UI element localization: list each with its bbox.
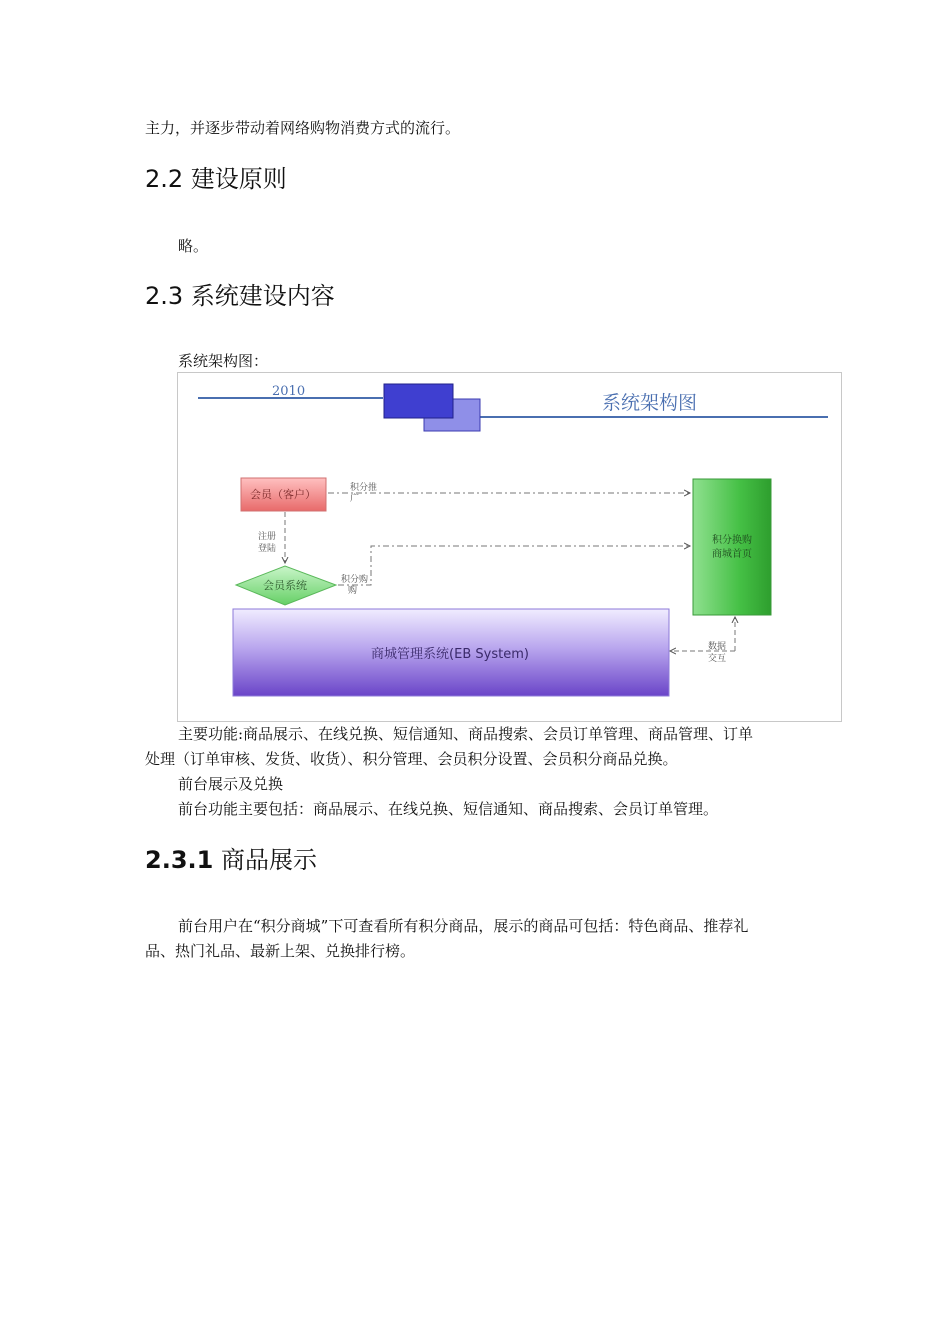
main-functions-line-2: 处理（订单审核、发货、收货）、积分管理、会员积分设置、会员积分商品兑换。: [145, 750, 678, 768]
mall-homepage-box: [693, 479, 771, 615]
points-buy-label-2: 购: [348, 586, 358, 596]
section-2-2-heading: [145, 164, 287, 194]
section-2-3-1-heading: [145, 845, 317, 875]
section-2-3-1-body-line-1: 前台用户在“积分商城”下可查看所有积分商品，展示的商品可包括：特色商品、推荐礼: [178, 917, 749, 935]
section-2-3-heading: [145, 281, 335, 311]
section-2-3-title: 系统建设内容: [190, 282, 335, 310]
diagram-caption: 系统架构图：: [178, 352, 269, 370]
points-promo-label-2: 广: [350, 494, 360, 504]
main-functions-line-1: 主要功能:商品展示、在线兑换、短信通知、商品搜索、会员订单管理、商品管理、订单: [178, 725, 754, 743]
section-2-2-title: 建设原则: [190, 165, 287, 193]
diagram-title: 系统架构图: [602, 392, 698, 414]
system-architecture-diagram: [177, 372, 842, 722]
eb-system-label: 商城管理系统(EB System): [371, 647, 529, 662]
diagram-year: 2010: [272, 384, 306, 399]
section-2-3-1-title: 商品展示: [220, 846, 317, 874]
register-label-2: 登陆: [258, 544, 277, 554]
section-2-3-1-number: 2.3.1: [145, 846, 214, 874]
points-buy-arrow: [338, 546, 690, 585]
mall-homepage-label-1: 积分换购: [712, 535, 752, 546]
member-box-label: 会员（客户）: [250, 488, 316, 501]
section-2-3-1-body-line-2: 品、热门礼品、最新上架、兑换排行榜。: [145, 942, 416, 960]
member-system-label: 会员系统: [263, 579, 307, 592]
blue-box-front: [384, 384, 453, 418]
section-2-3-number: 2.3: [145, 282, 184, 310]
section-2-2-number: 2.2: [145, 165, 184, 193]
data-exchange-label-1: 数据: [708, 642, 727, 652]
data-exchange-label-2: 交互: [708, 654, 727, 664]
front-body: 前台功能主要包括：商品展示、在线兑换、短信通知、商品搜索、会员订单管理。: [178, 800, 719, 818]
mall-homepage-label-2: 商城首页: [712, 549, 752, 560]
section-2-2-body: 略。: [178, 237, 209, 255]
register-label-1: 注册: [258, 532, 277, 542]
intro-tail-text: 主力，并逐步带动着网络购物消费方式的流行。: [145, 119, 461, 137]
front-title: 前台展示及兑换: [178, 775, 284, 793]
points-buy-label-1: 积分购: [341, 575, 369, 585]
points-promo-label-1: 积分推: [350, 483, 378, 493]
